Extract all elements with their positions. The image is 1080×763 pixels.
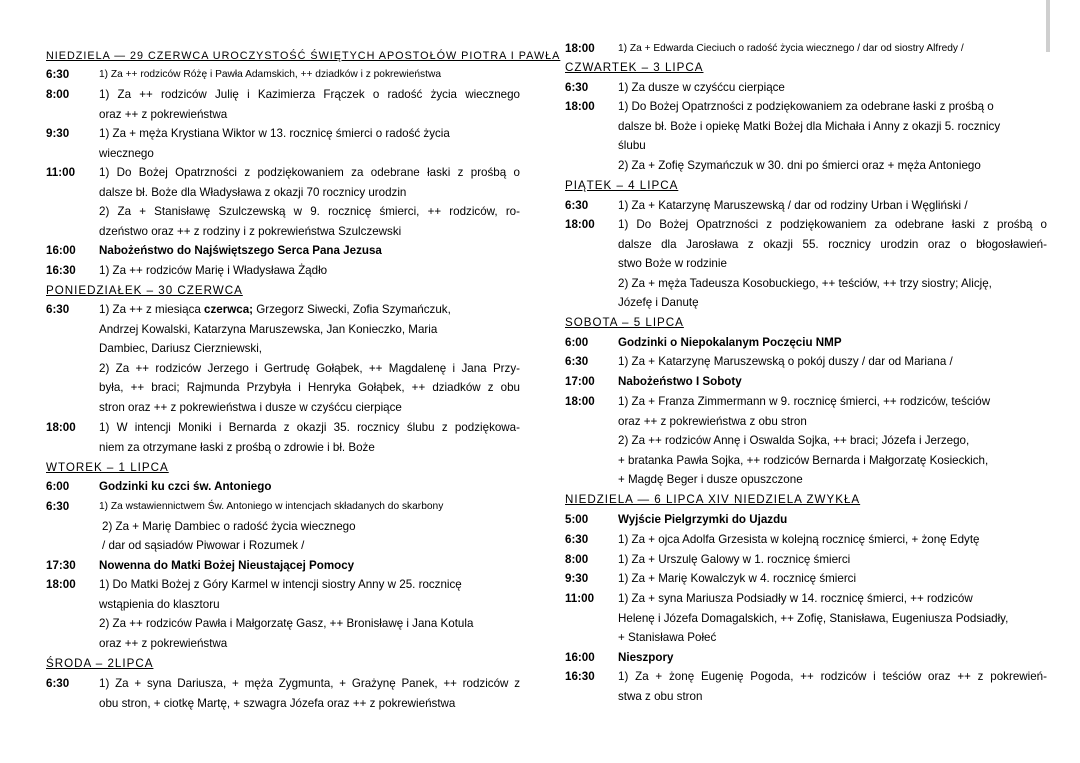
- mass-entry: [565, 648, 1047, 668]
- intention-line: 1) Za ++ z miesiąca czerwca; Grzegorz Siwecki, Zofia Szymańczuk,: [99, 303, 451, 316]
- intention-text: [618, 392, 1047, 490]
- intention-line: dalsze dla Jarosława z okazji 55. rocznicy urodzin oraz o błogosławień-: [618, 237, 1047, 251]
- intention-line: 2) Za + Zofię Szymańczuk w 30. dni po śmierci oraz + męża Antoniego: [618, 158, 981, 172]
- intention-line: stwo Boże w rodzinie: [618, 257, 727, 271]
- intention-text: [99, 300, 520, 418]
- day-heading: PIĄTEK – 4 LIPCA: [565, 179, 679, 192]
- mass-time: 17:00: [565, 375, 595, 388]
- intention-line: Nabożeństwo I Soboty: [618, 375, 742, 388]
- day-heading: CZWARTEK – 3 LIPCA: [565, 61, 704, 74]
- mass-time: 16:30: [46, 264, 76, 277]
- mass-time: 6:00: [565, 336, 589, 349]
- intention-text: [618, 589, 1047, 648]
- mass-entry: [565, 667, 1047, 706]
- intention-text: [99, 575, 520, 653]
- intention-line: dzeństwo oraz ++ z rodziny i z pokrewieństwa Szulczewski: [99, 224, 402, 238]
- intention-line: Dambiec, Dariusz Cierzniewski,: [99, 342, 262, 356]
- intention-line: 1) Do Bożej Opatrzności z podziękowaniem za odebrane łaski z prośbą o: [618, 100, 994, 113]
- intention-line: + Magdę Beger i dusze opuszczone: [618, 473, 803, 487]
- mass-time: 8:00: [565, 553, 589, 566]
- mass-entry: [565, 352, 1047, 372]
- intention-text: [99, 477, 520, 497]
- intention-line: 2) Za ++ rodziców Annę i Oswalda Sojka, ++ braci; Józefa i Jerzego,: [618, 434, 970, 448]
- intention-line: Helenę i Józefa Domagalskich, ++ Zofię, Stanisława, Eugeniusza Podsiadły,: [618, 611, 1009, 625]
- mass-time: 6:30: [46, 68, 70, 81]
- intention-line: 1) Za ++ rodziców Julię i Kazimierza Frączek o radość życia wiecznego: [99, 88, 520, 101]
- mass-time: 16:00: [46, 244, 76, 257]
- mass-entry: [46, 261, 520, 281]
- intention-line: 1) Za dusze w czyśćcu cierpiące: [618, 81, 785, 94]
- day-heading: SOBOTA – 5 LIPCA: [565, 316, 684, 329]
- mass-entry: [46, 163, 520, 241]
- scrollbar[interactable]: [1046, 0, 1050, 52]
- intention-line: 1) Do Bożej Opatrzności z podziękowaniem za odebrane łaski z prośbą o: [99, 166, 520, 179]
- mass-time: 5:00: [565, 513, 589, 526]
- intention-line: Godzinki o Niepokalanym Poczęciu NMP: [618, 336, 842, 349]
- mass-entry: [565, 372, 1047, 392]
- mass-entry: [46, 575, 520, 653]
- intention-text: [618, 648, 1047, 668]
- intention-line: była, ++ braci; Rajmunda Przybyła i Henryka Gołąbek, ++ dziadków z obu: [99, 381, 520, 395]
- intention-line: dalsze bł. Boże i opiekę Matki Bożej dla Michała i Anny z okazji 5. rocznicy: [618, 119, 1001, 133]
- mass-entry: [46, 241, 520, 261]
- intention-line: 1) Za + syna Mariusza Podsiadły w 14. rocznicę śmierci, ++ rodziców: [618, 592, 973, 605]
- mass-time: 18:00: [565, 100, 595, 113]
- intention-line: Józefę i Danutę: [618, 296, 699, 310]
- day-heading: PONIEDZIAŁEK – 30 CZERWCA: [46, 284, 243, 297]
- mass-entry: [46, 477, 520, 497]
- intention-line: 2) Za ++ rodziców Jerzego i Gertrudę Gołąbek, ++ Magdalenę i Jana Przy-: [99, 361, 520, 375]
- mass-entry: [46, 300, 520, 418]
- intention-line: / dar od sąsiadów Piwowar i Rozumek /: [102, 539, 305, 553]
- mass-time: 6:30: [46, 500, 70, 513]
- intention-text: [99, 556, 520, 576]
- mass-entry: [46, 418, 520, 457]
- intention-text: [618, 667, 1047, 706]
- mass-entry: [565, 97, 1047, 175]
- intention-line: 1) Do Bożej Opatrzności z podziękowaniem za odebrane łaski z prośbą o: [618, 218, 1047, 231]
- mass-time: 11:00: [46, 166, 76, 179]
- intention-line: 1) Do Matki Bożej z Góry Karmel w intencji siostry Anny w 25. rocznicę: [99, 578, 462, 591]
- mass-time: 6:30: [565, 533, 589, 546]
- intention-line: Godzinki ku czci św. Antoniego: [99, 480, 272, 493]
- intention-line: Nieszpory: [618, 651, 674, 664]
- intention-line: ślubu: [618, 139, 646, 153]
- mass-entry: [46, 674, 520, 713]
- intention-line: niem za otrzymane łaski z prośbą o zdrowie i bł. Boże: [99, 440, 375, 454]
- intention-line: stron oraz ++ z pokrewieństwa i dusze w czyśćcu cierpiące: [99, 400, 402, 414]
- mass-time: 17:30: [46, 559, 76, 572]
- mass-time: 6:30: [46, 303, 70, 316]
- mass-time: 16:00: [565, 651, 595, 664]
- mass-time: 6:30: [565, 81, 589, 94]
- day-heading: NIEDZIELA — 6 LIPCA XIV NIEDZIELA ZWYKŁA: [565, 493, 861, 506]
- intention-text: [618, 372, 1047, 392]
- intention-line: dalsze bł. Boże dla Władysława z okazji 70 rocznicy urodzin: [99, 185, 407, 199]
- mass-time: 9:30: [46, 127, 70, 140]
- intention-text: [618, 530, 1047, 550]
- intention-line: 1) Za + Edwarda Cieciuch o radość życia wiecznego / dar od siostry Alfredy /: [618, 43, 964, 54]
- intention-text: [99, 261, 520, 281]
- intention-line: 1) Za + Katarzynę Maruszewską o pokój duszy / dar od Mariana /: [618, 355, 953, 368]
- mass-time: 18:00: [565, 218, 595, 231]
- intention-text: [618, 510, 1047, 530]
- intention-line: oraz ++ z pokrewieństwa: [99, 107, 228, 121]
- intention-text: [618, 97, 1047, 175]
- intention-text: [99, 85, 520, 124]
- mass-time: 6:00: [46, 480, 70, 493]
- mass-time: 8:00: [46, 88, 70, 101]
- intention-text: [618, 215, 1047, 313]
- intention-text: [99, 163, 520, 241]
- mass-time: 6:30: [565, 199, 589, 212]
- intention-line: 1) Za + Urszulę Galowy w 1. rocznicę śmierci: [618, 553, 851, 566]
- intention-text: [618, 196, 1047, 216]
- intention-line: 1) Za + męża Krystiana Wiktor w 13. rocznicę śmierci o radość życia: [99, 127, 450, 140]
- intention-line: + Stanisława Połeć: [618, 631, 717, 645]
- intention-text: [99, 241, 520, 261]
- intention-text: [618, 39, 1047, 59]
- intention-line: 2) Za ++ rodziców Pawła i Małgorzatę Gasz, ++ Bronisławę i Jana Kotula: [99, 617, 474, 631]
- intention-line: 1) Za + syna Dariusza, + męża Zygmunta, + Grażynę Panek, ++ rodziców z: [99, 677, 520, 690]
- mass-entry: [46, 85, 520, 124]
- intention-text: [618, 569, 1047, 589]
- intention-line: obu stron, + ciotkę Martę, + szwagra Józefa oraz ++ z pokrewieństwa: [99, 696, 456, 710]
- intention-line: oraz ++ z pokrewieństwa: [99, 636, 228, 650]
- day-heading: WTOREK – 1 LIPCA: [46, 461, 169, 474]
- mass-entry: [46, 556, 520, 576]
- intention-text: [99, 124, 520, 163]
- intention-line: 1) Za wstawiennictwem Św. Antoniego w intencjach składanych do skarbony: [99, 501, 444, 512]
- intention-line: Nowenna do Matki Bożej Nieustającej Pomocy: [99, 559, 355, 572]
- mass-time: 18:00: [46, 421, 76, 434]
- mass-time: 6:30: [46, 677, 70, 690]
- intention-line: 1) Za + Marię Kowalczyk w 4. rocznicę śmierci: [618, 572, 857, 585]
- mass-time: 18:00: [565, 395, 595, 408]
- mass-entry: [565, 196, 1047, 216]
- mass-entry: [565, 569, 1047, 589]
- mass-time: 18:00: [565, 42, 595, 55]
- intention-line: Wyjście Pielgrzymki do Ujazdu: [618, 513, 788, 526]
- intention-line: 2) Za + Stanisławę Szulczewską w 9. rocznicę śmierci, ++ rodziców, ro-: [99, 205, 520, 219]
- intention-line: wiecznego: [99, 146, 154, 160]
- intention-line: 1) Za + Franza Zimmermann w 9. rocznicę śmierci, ++ rodziców, teściów: [618, 395, 991, 408]
- mass-entry: [565, 530, 1047, 550]
- intention-line: Andrzej Kowalski, Katarzyna Maruszewska, Jan Konieczko, Maria: [99, 322, 438, 336]
- intention-line: 1) W intencji Moniki i Bernarda z okazji 35. rocznicy ślubu z podziękowa-: [99, 421, 520, 434]
- mass-time: 6:30: [565, 355, 589, 368]
- mass-entry: [565, 550, 1047, 570]
- intention-text: [618, 550, 1047, 570]
- intention-text: [99, 497, 520, 556]
- day-heading: NIEDZIELA — 29 CZERWCA UROCZYSTOŚĆ ŚWIĘTYCH APOSTOŁÓW PIOTRA I PAWŁA: [46, 50, 561, 62]
- intention-text: [618, 352, 1047, 372]
- mass-time: 18:00: [46, 578, 76, 591]
- mass-entry: [565, 510, 1047, 530]
- intention-text: [618, 78, 1047, 98]
- intention-text: [618, 333, 1047, 353]
- mass-entry: [46, 65, 520, 85]
- mass-time: 9:30: [565, 572, 589, 585]
- mass-time: 11:00: [565, 592, 595, 605]
- intention-line: Nabożeństwo do Najświętszego Serca Pana Jezusa: [99, 244, 382, 257]
- intention-line: oraz ++ z pokrewieństwa z obu stron: [618, 414, 807, 428]
- intention-text: [99, 674, 520, 713]
- mass-entry: [565, 392, 1047, 490]
- mass-entry: [565, 333, 1047, 353]
- intention-line: 1) Za ++ rodziców Marię i Władysława Żądło: [99, 264, 328, 277]
- intention-line: 1) Za ++ rodziców Różę i Pawła Adamskich, ++ dziadków i z pokrewieństwa: [99, 69, 442, 80]
- mass-entry: [565, 215, 1047, 313]
- intention-line: 1) Za + ojca Adolfa Grzesista w kolejną rocznicę śmierci, + żonę Edytę: [618, 533, 980, 546]
- mass-entry: [565, 39, 1047, 59]
- mass-entry: [46, 124, 520, 163]
- intention-text: [99, 418, 520, 457]
- mass-entry: [46, 497, 520, 556]
- intention-line: wstąpienia do klasztoru: [99, 597, 220, 611]
- intention-line: stwa z obu stron: [618, 689, 703, 703]
- intention-line: + bratanka Pawła Sojka, ++ rodziców Bernarda i Małgorzatę Kosieckich,: [618, 453, 989, 467]
- intention-text: [99, 65, 520, 85]
- mass-entry: [565, 78, 1047, 98]
- intention-line: 2) Za + Marię Dambiec o radość życia wiecznego: [102, 519, 356, 533]
- intention-line: 1) Za + Katarzynę Maruszewską / dar od rodziny Urban i Węgliński /: [618, 199, 968, 212]
- mass-entry: [565, 589, 1047, 648]
- mass-time: 16:30: [565, 670, 595, 683]
- intention-line: 2) Za + męża Tadeusza Kosobuckiego, ++ teściów, ++ trzy siostry; Alicję,: [618, 276, 992, 290]
- day-heading: ŚRODA – 2LIPCA: [46, 657, 154, 670]
- intention-line: 1) Za + żonę Eugenię Pogoda, ++ rodziców i teściów oraz ++ z pokrewień-: [618, 670, 1047, 683]
